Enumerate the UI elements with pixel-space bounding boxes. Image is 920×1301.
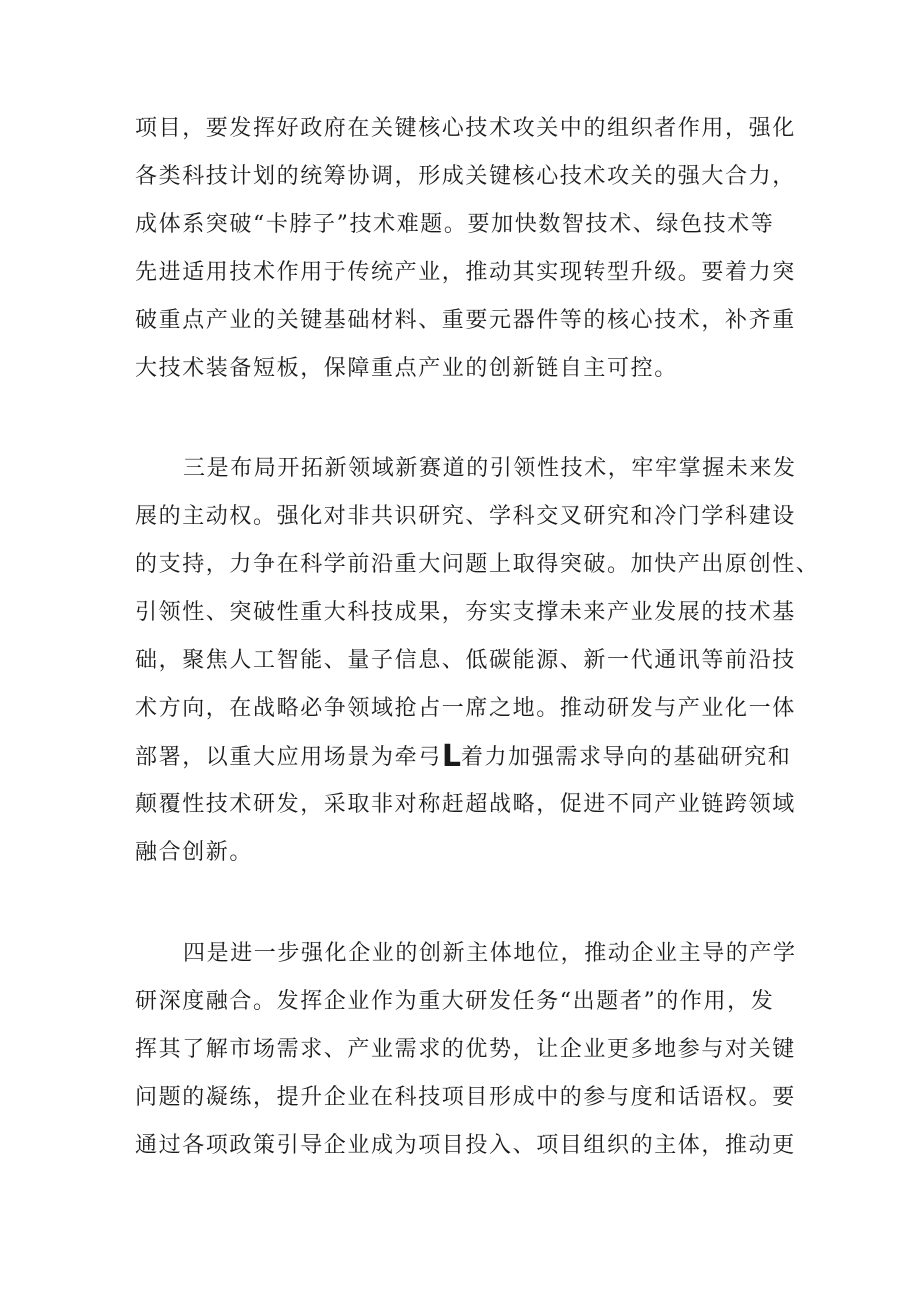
text-line: 成体系突破“卡脖子”技术难题。要加快数智技术、绿色技术等 — [135, 212, 775, 237]
text-line: 四是进一步强化企业的创新主体地位，推动企业主导的产学 — [183, 941, 797, 966]
text-line: 三是布局开拓新领域新赛道的引领性技术，牢牢掌握未来发 — [183, 456, 797, 481]
text-line: 大技术装备短板，保障重点产业的创新链自主可控。 — [135, 356, 678, 381]
text-line: 础，聚焦人工智能、量子信息、低碳能源、新一代通讯等前沿技 — [135, 648, 796, 673]
text-line: 展的主动权。强化对非共识研究、学科交叉研究和冷门学科建设 — [135, 504, 796, 529]
text-line: 通过各项政策引导企业成为项目投入、项目组织的主体，推动更 — [135, 1133, 796, 1158]
text-line: 术方向，在战略必争领域抢占一席之地。推动研发与产业化一体 — [135, 696, 796, 721]
text-line: 引领性、突破性重大科技成果，夯实支撑未来产业发展的技术基 — [135, 600, 796, 625]
text-line: 融合创新。 — [135, 840, 254, 865]
text-line: 项目，要发挥好政府在关键核心技术攻关中的组织者作用，强化 — [135, 116, 796, 141]
text-line: 先进适用技术作用于传统产业，推动其实现转型升级。要着力突 — [135, 260, 796, 285]
text-line: 的支持，力争在科学前沿重大问题上取得突破。加快产出原创性、 — [135, 552, 820, 577]
text-segment: 着力加强需求导向的基础研究和 — [460, 745, 792, 770]
text-line: 各类科技计划的统筹协调，形成关键核心技术攻关的强大合力， — [135, 164, 796, 189]
text-line: 挥其了解市场需求、产业需求的优势，让企业更多地参与对关键 — [135, 1037, 796, 1062]
text-line: 研深度融合。发挥企业作为重大研发任务“出题者”的作用，发 — [135, 989, 775, 1014]
text-line: 问题的凝练，提升企业在科技项目形成中的参与度和话语权。要 — [135, 1085, 796, 1110]
stray-glyph: L — [441, 739, 461, 774]
text-line: 颠覆性技术研发，采取非对称赶超战略，促进不同产业链跨领域 — [135, 792, 796, 817]
text-segment: 部署，以重大应用场景为牵弓 — [135, 745, 442, 770]
text-line: 破重点产业的关键基础材料、重要元器件等的核心技术，补齐重 — [135, 308, 796, 333]
text-line — [135, 739, 792, 774]
